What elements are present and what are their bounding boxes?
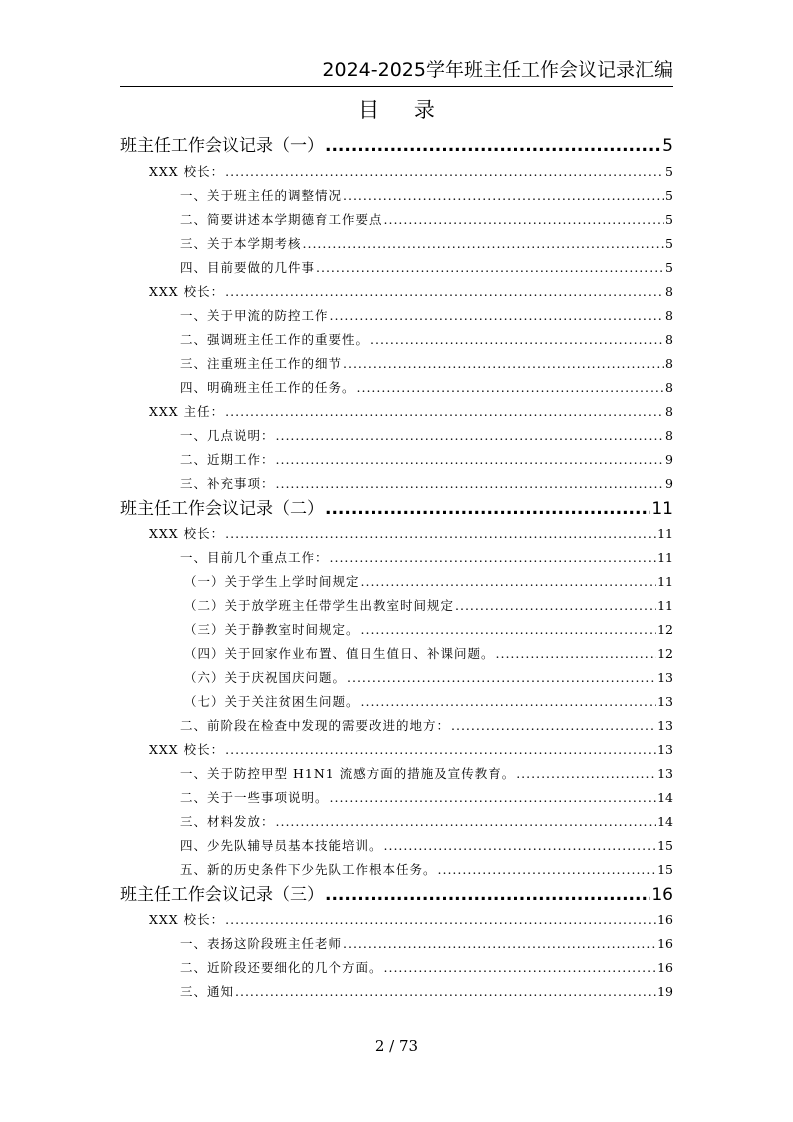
toc-dot-leader	[357, 379, 665, 397]
toc-dot-leader	[276, 451, 665, 469]
toc-entry-page: 8	[665, 332, 673, 347]
toc-entry[interactable]	[120, 475, 673, 493]
toc-entry-label: 三、材料发放：	[180, 814, 275, 829]
toc-entry[interactable]	[120, 645, 673, 663]
toc-entry[interactable]	[120, 427, 673, 445]
toc-entry-page: 8	[665, 404, 673, 419]
toc-dot-leader	[384, 837, 657, 855]
toc-entry-label: 二、前阶段在检查中发现的需要改进的地方：	[180, 718, 451, 733]
toc-entry[interactable]	[120, 911, 673, 929]
toc-entry-label: XXX 校长：	[149, 284, 225, 299]
toc-entry-page: 16	[657, 960, 673, 975]
toc-entry-page: 5	[665, 164, 673, 179]
toc-entry[interactable]	[120, 235, 673, 253]
toc-heading: 目 录	[358, 98, 449, 122]
toc-entry-label: 一、目前几个重点工作：	[180, 550, 329, 565]
toc-entry[interactable]	[120, 621, 673, 639]
toc-entry-page: 5	[665, 212, 673, 227]
toc-entry-label: 二、简要讲述本学期德育工作要点	[180, 212, 383, 227]
toc-dot-leader	[225, 911, 656, 929]
toc-entry-label: （七）关于关注贫困生问题。	[184, 694, 360, 709]
toc-dot-leader	[276, 813, 657, 831]
toc-dot-leader	[316, 259, 664, 277]
toc-chapter-entry[interactable]	[120, 884, 673, 906]
toc-entry-page: 9	[665, 452, 673, 467]
toc-entry-page: 8	[665, 428, 673, 443]
toc-entry[interactable]	[120, 693, 673, 711]
toc-entry-label: 二、关于一些事项说明。	[180, 790, 329, 805]
toc-dot-leader	[370, 331, 664, 349]
toc-entry[interactable]	[120, 959, 673, 977]
toc-entry-label: 一、关于班主任的调整情况	[180, 188, 343, 203]
toc-dot-leader	[276, 427, 665, 445]
toc-entry-page: 16	[657, 912, 673, 927]
toc-entry[interactable]	[120, 573, 673, 591]
toc-entry-label: 三、通知	[180, 984, 235, 999]
toc-dot-leader	[516, 765, 656, 783]
toc-entry-page: 8	[665, 380, 673, 395]
toc-entry-label: （四）关于回家作业布置、值日生值日、补课问题。	[184, 646, 495, 661]
toc-dot-leader	[303, 235, 665, 253]
toc-entry[interactable]	[120, 597, 673, 615]
toc-entry-page: 11	[657, 526, 673, 541]
toc-chapter-entry[interactable]	[120, 135, 673, 157]
toc-entry-page: 8	[665, 308, 673, 323]
toc-entry[interactable]	[120, 669, 673, 687]
toc-entry-page: 14	[657, 790, 673, 805]
toc-entry[interactable]	[120, 259, 673, 277]
toc-entry-label: 班主任工作会议记录（三）	[120, 885, 324, 905]
toc-dot-leader	[330, 307, 665, 325]
toc-entry-page: 14	[657, 814, 673, 829]
toc-entry-page: 9	[665, 476, 673, 491]
toc-dot-leader	[225, 741, 656, 759]
toc-dot-leader	[384, 211, 665, 229]
toc-entry-page: 16	[657, 936, 673, 951]
toc-dot-leader	[361, 693, 657, 711]
toc-dot-leader	[325, 135, 661, 157]
toc-dot-leader	[330, 549, 657, 567]
toc-dot-leader	[225, 525, 656, 543]
toc-entry[interactable]	[120, 283, 673, 301]
toc-dot-leader	[347, 669, 656, 687]
toc-dot-leader	[330, 789, 657, 807]
toc-entry-label: XXX 校长：	[149, 742, 225, 757]
toc-chapter-entry[interactable]	[120, 498, 673, 520]
toc-entry[interactable]	[120, 717, 673, 735]
toc-entry-label: 四、明确班主任工作的任务。	[180, 380, 356, 395]
toc-entry-page: 15	[657, 838, 673, 853]
toc-entry-label: 一、关于防控甲型 H1N1 流感方面的措施及宣传教育。	[180, 766, 516, 781]
toc-entry-page: 16	[651, 885, 673, 905]
toc-entry-label: 三、注重班主任工作的细节	[180, 356, 343, 371]
toc-entry-page: 13	[657, 742, 673, 757]
toc-entry-label: 四、目前要做的几件事	[180, 260, 316, 275]
toc-dot-leader	[276, 475, 665, 493]
toc-dot-leader	[325, 498, 650, 520]
toc-entry[interactable]	[120, 861, 673, 879]
toc-entry-page: 11	[657, 550, 673, 565]
toc-dot-leader	[343, 355, 664, 373]
toc-entry[interactable]	[120, 187, 673, 205]
toc-entry-page: 13	[657, 718, 673, 733]
toc-dot-leader	[343, 935, 656, 953]
toc-dot-leader	[384, 959, 657, 977]
toc-entry[interactable]	[120, 525, 673, 543]
toc-entry[interactable]	[120, 163, 673, 181]
toc-entry[interactable]	[120, 331, 673, 349]
toc-entry-page: 5	[665, 260, 673, 275]
document-title: 2024-2025学年班主任工作会议记录汇编	[322, 59, 673, 81]
toc-entry-page: 13	[657, 670, 673, 685]
toc-dot-leader	[361, 621, 657, 639]
toc-entry-label: 班主任工作会议记录（一）	[120, 136, 324, 156]
toc-entry-label: 三、补充事项：	[180, 476, 275, 491]
toc-entry-label: XXX 主任：	[149, 404, 225, 419]
toc-entry-label: XXX 校长：	[149, 912, 225, 927]
toc-entry[interactable]	[120, 211, 673, 229]
toc-entry-page: 19	[657, 984, 673, 999]
toc-dot-leader	[451, 717, 656, 735]
toc-entry-page: 5	[665, 236, 673, 251]
toc-entry-page: 12	[657, 622, 673, 637]
toc-entry-label: 五、新的历史条件下少先队工作根本任务。	[180, 862, 437, 877]
toc-entry[interactable]	[120, 789, 673, 807]
toc-entry-label: 一、几点说明：	[180, 428, 275, 443]
toc-entry[interactable]	[120, 403, 673, 421]
toc-entry[interactable]	[120, 935, 673, 953]
toc-dot-leader	[361, 573, 657, 591]
toc-dot-leader	[225, 403, 664, 421]
toc-dot-leader	[438, 861, 657, 879]
toc-entry[interactable]	[120, 813, 673, 831]
toc-entry[interactable]	[120, 451, 673, 469]
toc-entry-page: 11	[657, 574, 673, 589]
toc-dot-leader	[325, 884, 650, 906]
toc-entry-page: 8	[665, 284, 673, 299]
page-header	[120, 58, 673, 87]
toc-entry-page: 12	[657, 646, 673, 661]
toc-entry-label: 一、关于甲流的防控工作	[180, 308, 329, 323]
toc-dot-leader	[235, 983, 656, 1001]
toc-dot-leader	[455, 597, 656, 615]
toc-entry-label: XXX 校长：	[149, 526, 225, 541]
toc-entry-label: 二、近期工作：	[180, 452, 275, 467]
toc-entry[interactable]	[120, 741, 673, 759]
toc-entry-label: （三）关于静教室时间规定。	[184, 622, 360, 637]
toc-entry-label: （一）关于学生上学时间规定	[184, 574, 360, 589]
toc-entry-page: 13	[657, 694, 673, 709]
toc-entry[interactable]	[120, 549, 673, 567]
toc-entry[interactable]	[120, 983, 673, 1001]
toc-dot-leader	[496, 645, 657, 663]
page-number: 2 / 73	[374, 1037, 419, 1055]
toc-dot-leader	[343, 187, 664, 205]
toc-entry-page: 13	[657, 766, 673, 781]
toc-entry-label: （六）关于庆祝国庆问题。	[184, 670, 347, 685]
toc-dot-leader	[225, 283, 664, 301]
toc-entry[interactable]	[120, 307, 673, 325]
toc-entry-page: 5	[662, 136, 673, 156]
toc-entry-label: 三、关于本学期考核	[180, 236, 302, 251]
toc-entry[interactable]	[120, 355, 673, 373]
toc-entry[interactable]	[120, 837, 673, 855]
toc-entry-label: （二）关于放学班主任带学生出教室时间规定	[184, 598, 455, 613]
toc-entry-page: 8	[665, 356, 673, 371]
toc-entry[interactable]	[120, 379, 673, 397]
toc-dot-leader	[225, 163, 664, 181]
toc-entry-label: 班主任工作会议记录（二）	[120, 499, 324, 519]
toc-entry-label: 一、表扬这阶段班主任老师	[180, 936, 343, 951]
toc-entry-label: 二、近阶段还要细化的几个方面。	[180, 960, 383, 975]
toc-entry-label: 二、强调班主任工作的重要性。	[180, 332, 370, 347]
toc-entry-label: 四、少先队辅导员基本技能培训。	[180, 838, 383, 853]
toc-entry-page: 15	[657, 862, 673, 877]
toc-entry-page: 5	[665, 188, 673, 203]
toc-entry-page: 11	[657, 598, 673, 613]
toc-entry-page: 11	[651, 499, 673, 519]
toc-entry[interactable]	[120, 765, 673, 783]
toc-entry-label: XXX 校长：	[149, 164, 225, 179]
